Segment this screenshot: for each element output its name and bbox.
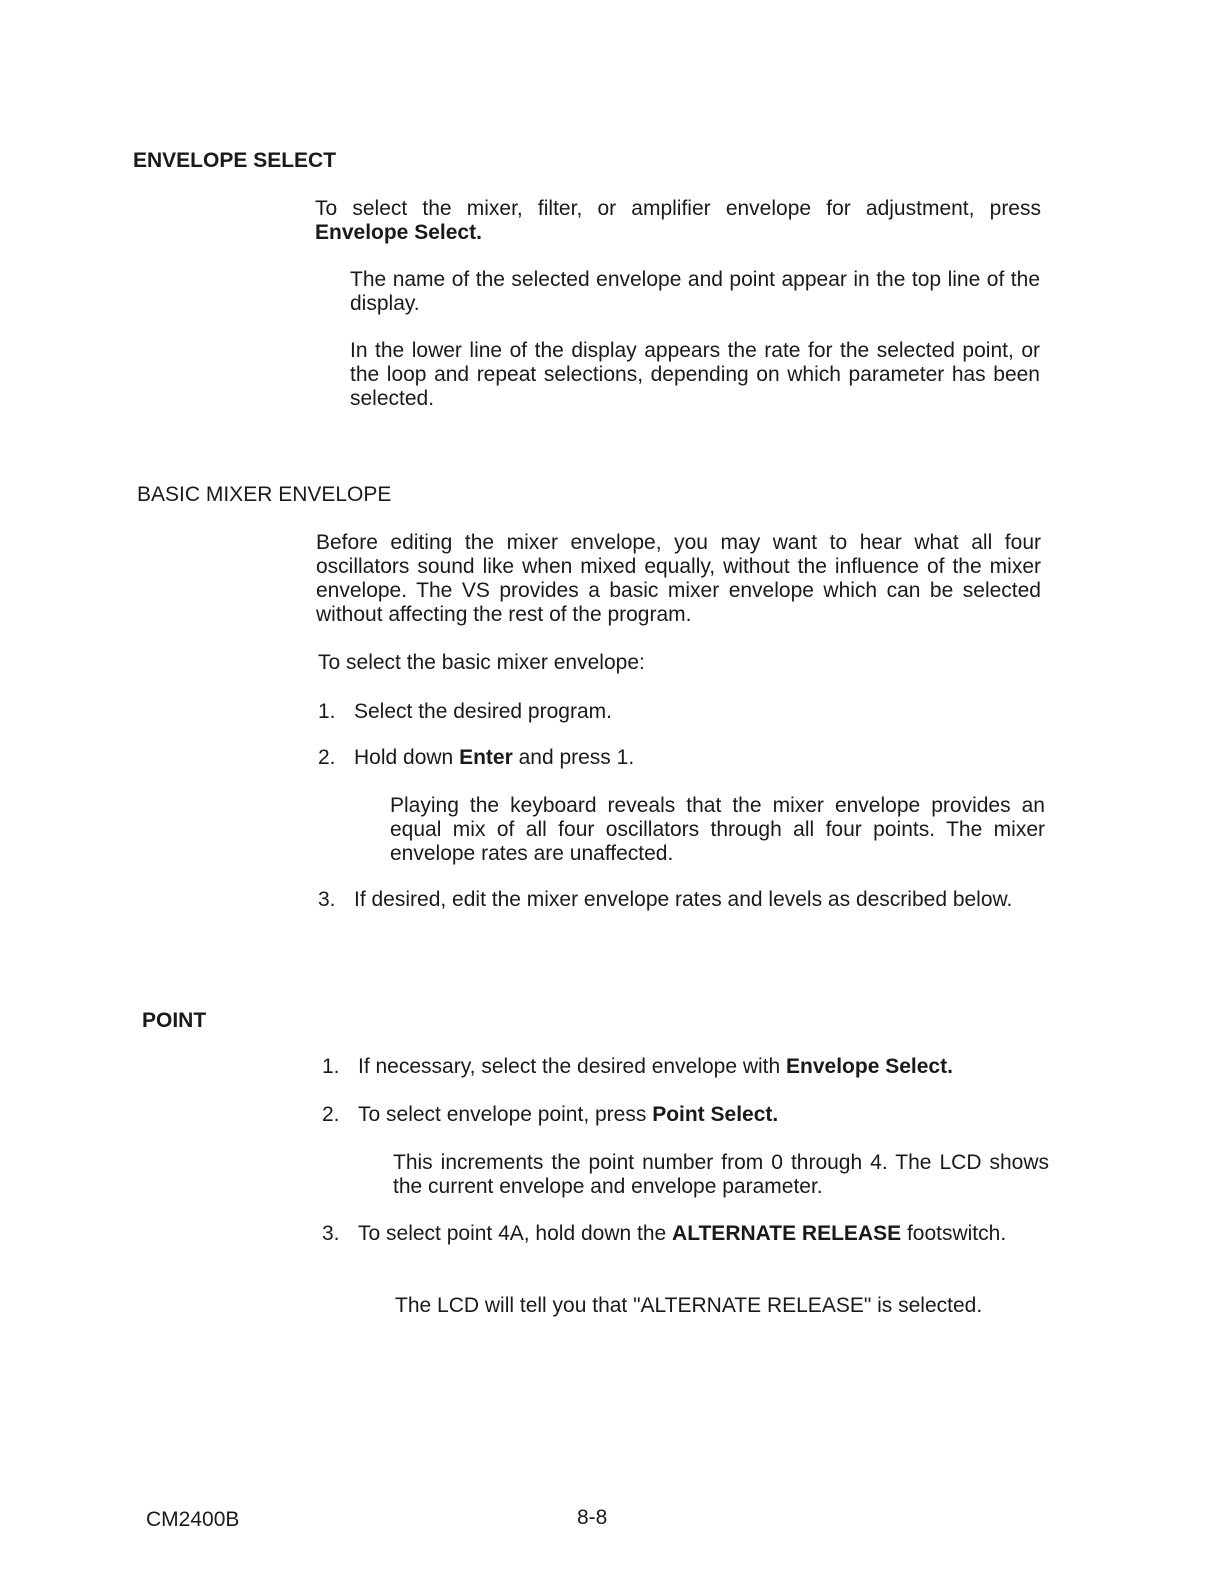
- section-heading-envelope-select: ENVELOPE SELECT: [133, 149, 337, 172]
- step-text-part: and press 1.: [512, 746, 635, 769]
- point-step-3: [322, 1222, 1049, 1246]
- envelope-select-intro: [315, 197, 1041, 245]
- point-step-2-note: This increments the point number from 0 through 4. The LCD shows the current envelope and envelope parameter.: [393, 1151, 1049, 1198]
- envelope-select-key: Envelope Select.: [786, 1055, 953, 1078]
- basic-mixer-step-2: [318, 746, 1041, 770]
- step-text-part: Hold down: [354, 746, 460, 769]
- step-text-part: To select envelope point, press: [358, 1103, 653, 1126]
- basic-mixer-step-1: [318, 700, 1041, 724]
- point-step-1: [322, 1055, 1049, 1079]
- step-text: [358, 1055, 1049, 1079]
- basic-mixer-instruction: To select the basic mixer envelope:: [318, 651, 645, 674]
- footer-doc-code: CM2400B: [146, 1508, 240, 1531]
- step-text: Select the desired program.: [354, 700, 612, 723]
- section-heading-basic-mixer-envelope: BASIC MIXER ENVELOPE: [137, 483, 392, 506]
- alternate-release-key: ALTERNATE RELEASE: [672, 1222, 902, 1245]
- envelope-select-intro-text: To select the mixer, filter, or amplifier envelope for adjustment, press: [315, 197, 1041, 220]
- envelope-select-note-1: The name of the selected envelope and point appear in the top line of the display.: [350, 268, 1040, 315]
- step-text: [358, 1222, 1049, 1246]
- step-text-part: footswitch.: [901, 1222, 1007, 1245]
- point-select-key: Point Select.: [652, 1103, 779, 1126]
- step-number: 1.: [322, 1055, 340, 1078]
- basic-mixer-step-2-note: Playing the keyboard reveals that the mixer envelope provides an equal mix of all four oscillators through all four points. The mixer envelope rates are unaffected.: [390, 794, 1045, 865]
- step-text: [358, 1103, 1049, 1127]
- step-text-part: To select point 4A, hold down the: [358, 1222, 673, 1245]
- step-number: 2.: [318, 746, 336, 769]
- section-heading-point: POINT: [142, 1009, 207, 1032]
- step-number: 1.: [318, 700, 336, 723]
- step-number: 3.: [322, 1222, 340, 1245]
- step-number: 2.: [322, 1103, 340, 1126]
- basic-mixer-paragraph: Before editing the mixer envelope, you may want to hear what all four oscillators sound like when mixed equally, without the influence of the mixer envelope. The VS provides a basic mixer envelope which can be selected without affecting the rest of the program.: [316, 531, 1041, 626]
- enter-key: Enter: [459, 746, 513, 769]
- step-text-part: If necessary, select the desired envelope with: [358, 1055, 787, 1078]
- step-number: 3.: [318, 888, 336, 911]
- footer-page-number: 8-8: [577, 1506, 608, 1529]
- step-text: [354, 746, 1041, 770]
- envelope-select-note-2: In the lower line of the display appears the rate for the selected point, or the loop and repeat selections, depending on which parameter has been selected.: [350, 339, 1040, 410]
- point-step-2: [322, 1103, 1049, 1127]
- envelope-select-key: Envelope Select.: [315, 221, 482, 244]
- point-step-3-note: The LCD will tell you that "ALTERNATE RELEASE" is selected.: [395, 1294, 983, 1317]
- basic-mixer-step-3: [318, 888, 1045, 912]
- step-text: If desired, edit the mixer envelope rates and levels as described below.: [354, 888, 1013, 911]
